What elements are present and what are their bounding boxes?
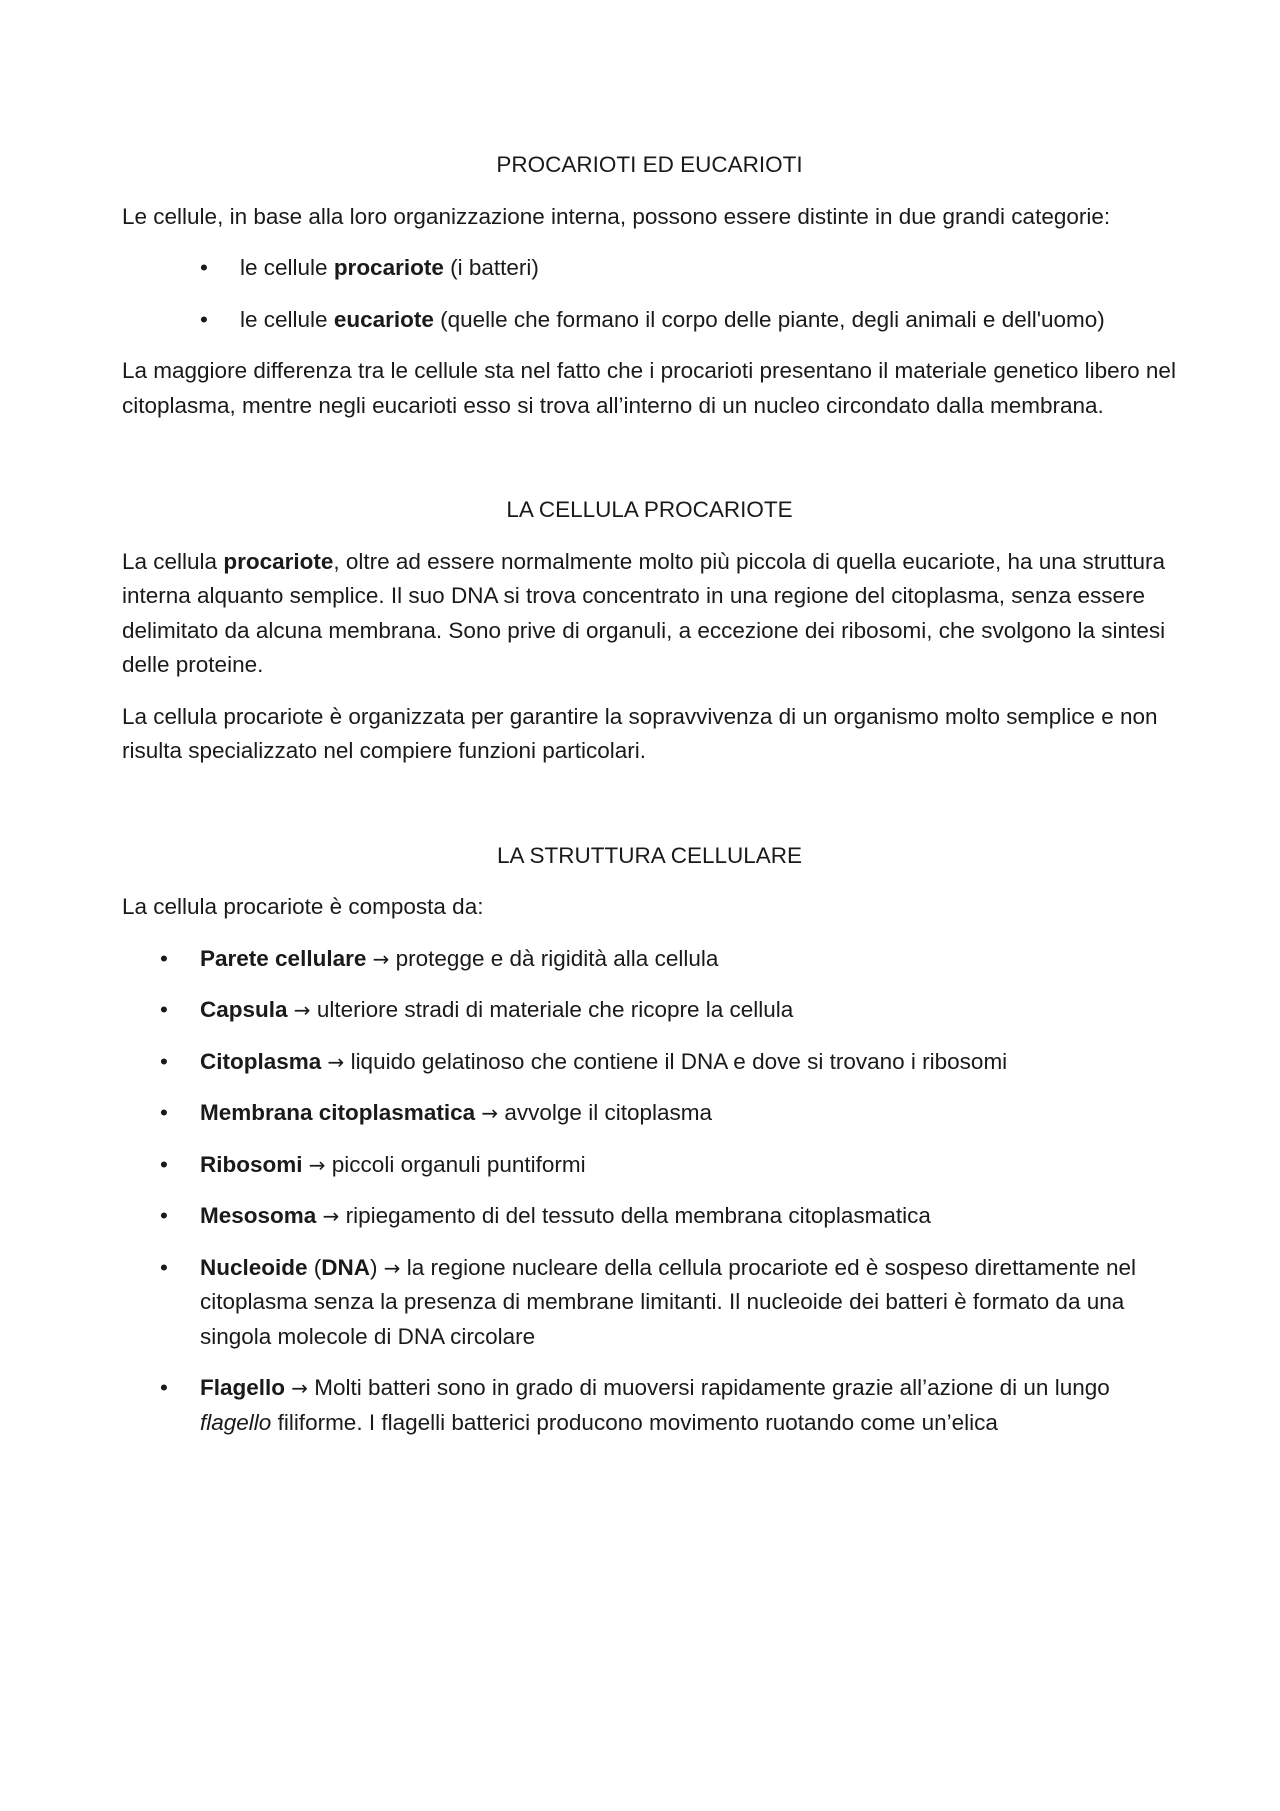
section-title-cellula-procariote: LA CELLULA PROCARIOTE [506,497,793,522]
list-item-flagello [122,1371,1177,1440]
list-item-nucleoide [122,1251,1177,1355]
section-title-struttura-cellulare: LA STRUTTURA CELLULARE [496,842,803,868]
item-term: Citoplasma [200,1048,322,1074]
section2-paragraph-1 [122,545,1177,683]
bullet-icon: • [160,1254,168,1280]
list-item-ribosomi [122,1148,1177,1183]
item-term: Flagello [200,1375,286,1400]
section2-paragraph-2: La cellula procariote è organizzata per garantire la sopravvivenza di un organismo molto semplice e non risulta specializzato nel compiere funzioni particolari. [122,703,1158,763]
arrow-right-icon: → [293,998,311,1022]
item-term: Ribosomi [200,1151,303,1177]
cell-structure-list [122,942,1177,1441]
document-page [122,148,1177,1457]
list-item-citoplasma [122,1045,1177,1080]
item-term: Mesosoma [200,1203,317,1228]
item-desc: avvolge il citoplasma [498,1100,712,1125]
section1-intro: Le cellule, in base alla loro organizzazione interna, possono essere distinte in due grandi categorie: [122,203,1111,229]
bullet-icon: • [200,306,208,332]
item-desc: la regione nucleare della cellula procariote ed è sospeso direttamente nel citoplasma senza la presenza di membrane limitanti. Il nucleoide dei batteri è formato da una singola molecole di DNA circolare [200,1254,1137,1349]
item-desc: liquido gelatinoso che contiene il DNA e dove si trovano i ribosomi [344,1048,1008,1074]
arrow-right-icon: → [372,946,390,971]
bullet-icon: • [160,945,168,971]
item-desc: piccoli organuli puntiformi [325,1151,586,1177]
item-paren-open: ( [307,1254,322,1280]
item-text-post: (i batteri) [443,255,539,280]
list-item-membrana [122,1096,1177,1131]
item-desc-pre: Molti batteri sono in grado di muoversi rapidamente grazie all’azione di un lungo [308,1375,1110,1400]
arrow-right-icon: → [291,1376,309,1400]
item-term: Capsula [200,997,288,1022]
list-item-mesosoma [122,1199,1177,1234]
bullet-icon: • [160,1151,168,1177]
bullet-icon: • [160,1375,168,1400]
item-text-bold: procariote [333,255,444,280]
list-item-eucariote [122,303,1177,338]
item-desc-italic: flagello [200,1409,272,1435]
item-term: Membrana citoplasmatica [200,1100,476,1125]
item-text-pre: le cellule [240,255,334,280]
section1-paragraph: La maggiore differenza tra le cellule sta nel fatto che i procarioti presentano il materiale genetico libero nel citoplasma, mentre negli eucarioti esso si trova all’interno di un nucleo circondato dalla membrana. [122,358,1176,418]
item-desc-post: filiforme. I flagelli batterici producono movimento ruotando come un’elica [271,1409,998,1435]
item-desc: ripiegamento di del tessuto della membrana citoplasmatica [339,1203,931,1228]
list-item-parete [122,942,1177,977]
bullet-icon: • [160,997,168,1022]
arrow-right-icon: → [481,1101,499,1125]
item-term: Nucleoide [200,1254,308,1280]
cell-categories-list [122,251,1177,337]
item-desc: protegge e dà rigidità alla cellula [389,945,719,971]
section-title-procarioti-eucarioti: PROCARIOTI ED EUCARIOTI [496,152,803,177]
bullet-icon: • [160,1203,168,1228]
list-item-capsula [122,993,1177,1028]
item-text-bold: eucariote [333,306,434,332]
bullet-icon: • [200,255,208,280]
para-text-bold: procariote [223,548,334,574]
item-paren-close: ) [370,1254,384,1280]
para-text-post: , oltre ad essere normalmente molto più piccola di quella eucariote, ha una struttura interna alquanto semplice. Il suo DNA si trova concentrato in una regione del citoplasma, senza essere delimitato da alcuna membrana. Sono prive di organuli, a eccezione dei ribosomi, che svolgono la sintesi delle proteine. [122,548,1166,677]
list-item-procariote [122,251,1177,286]
item-text-post: (quelle che formano il corpo delle piante, degli animali e dell'uomo) [433,306,1105,332]
arrow-right-icon: → [383,1255,401,1280]
bullet-icon: • [160,1100,168,1125]
section3-intro: La cellula procariote è composta da: [122,894,484,919]
arrow-right-icon: → [322,1204,340,1228]
para-text-pre: La cellula [122,548,224,574]
arrow-right-icon: → [327,1049,345,1074]
bullet-icon: • [160,1048,168,1074]
item-term-dna: DNA [321,1254,371,1280]
item-term: Parete cellulare [200,945,367,971]
arrow-right-icon: → [308,1152,326,1177]
item-desc: ulteriore stradi di materiale che ricopre la cellula [310,997,794,1022]
item-text-pre: le cellule [240,306,334,332]
